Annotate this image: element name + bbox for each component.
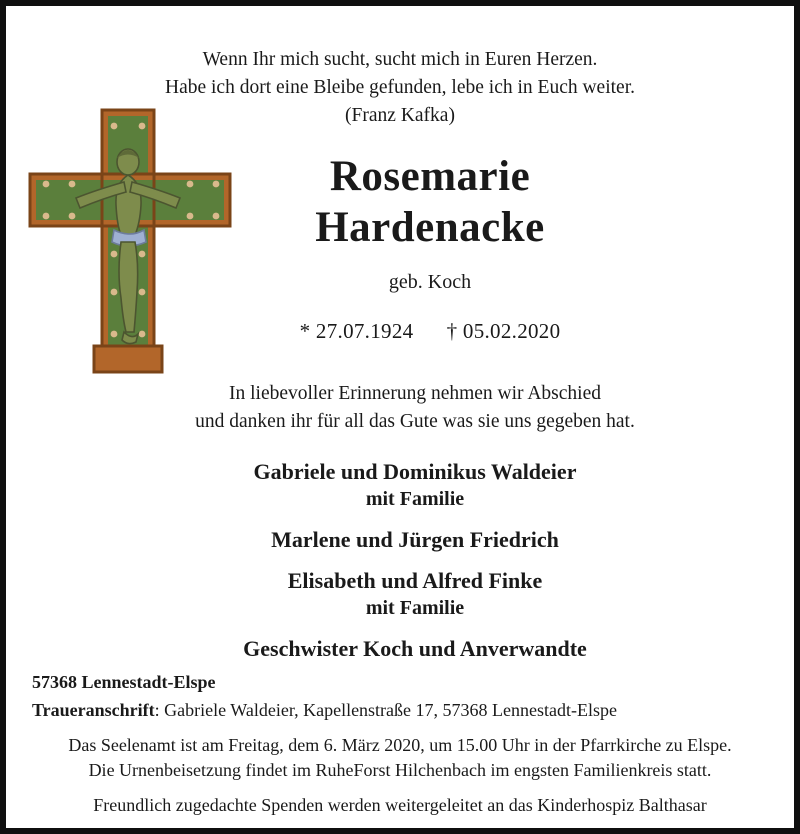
- address-label: Traueranschrift: [32, 699, 155, 720]
- crucifix-image: [24, 106, 236, 376]
- death-date: † 05.02.2020: [446, 318, 561, 343]
- quotation-line-1: Wenn Ihr mich sucht, sucht mich in Euren Herzen.: [202, 49, 598, 70]
- mourner-sub: mit Familie: [365, 596, 465, 619]
- footer-block: [32, 672, 768, 816]
- maiden-name: geb. Koch: [388, 270, 472, 293]
- list-item: [62, 458, 768, 512]
- memorial-text: [32, 380, 768, 437]
- service-line-2: Die Urnenbeisetzung findet im RuheForst Hilchenbach im engsten Familienkreis statt.: [88, 760, 712, 781]
- deceased-last-name: Hardenacke: [315, 203, 545, 251]
- service-line-1: Das Seelenamt ist am Freitag, dem 6. März 2020, um 15.00 Uhr in der Pfarrkirche zu Elspe.: [68, 734, 732, 755]
- crucifix-icon: [24, 106, 236, 376]
- place-line: 57368 Lennestadt-Elspe: [32, 671, 216, 692]
- mourner-sub: mit Familie: [365, 487, 465, 510]
- list-item: [62, 635, 768, 663]
- memorial-line-2: und danken ihr für all das Gute was sie uns gegeben hat.: [195, 410, 635, 432]
- deceased-first-name: Rosemarie: [329, 153, 531, 201]
- birth-date: * 27.07.1924: [299, 318, 414, 343]
- notice-content: [6, 6, 794, 828]
- service-details: [32, 733, 768, 784]
- mourner-name: Elisabeth und Alfred Finke: [287, 568, 543, 594]
- donation-note: Freundlich zugedachte Spenden werden weitergeleitet an das Kinderhospiz Balthasar: [93, 795, 707, 815]
- mourner-name: Gabriele und Dominikus Waldeier: [253, 459, 577, 485]
- mourner-name: Geschwister Koch und Anverwandte: [243, 635, 587, 661]
- memorial-line-1: In liebevoller Erinnerung nehmen wir Abschied: [228, 382, 601, 404]
- address-value: : Gabriele Waldeier, Kapellenstraße 17, 57368 Lennestadt-Elspe: [154, 699, 617, 720]
- quotation-author: (Franz Kafka): [345, 105, 455, 127]
- quotation-line-2: Habe ich dort eine Bleibe gefunden, lebe ich in Euch weiter.: [165, 76, 635, 98]
- mourners-list: [32, 458, 768, 662]
- list-item: [62, 567, 768, 621]
- mourner-name: Marlene und Jürgen Friedrich: [271, 526, 559, 552]
- list-item: [62, 526, 768, 554]
- mourning-address: [32, 700, 768, 721]
